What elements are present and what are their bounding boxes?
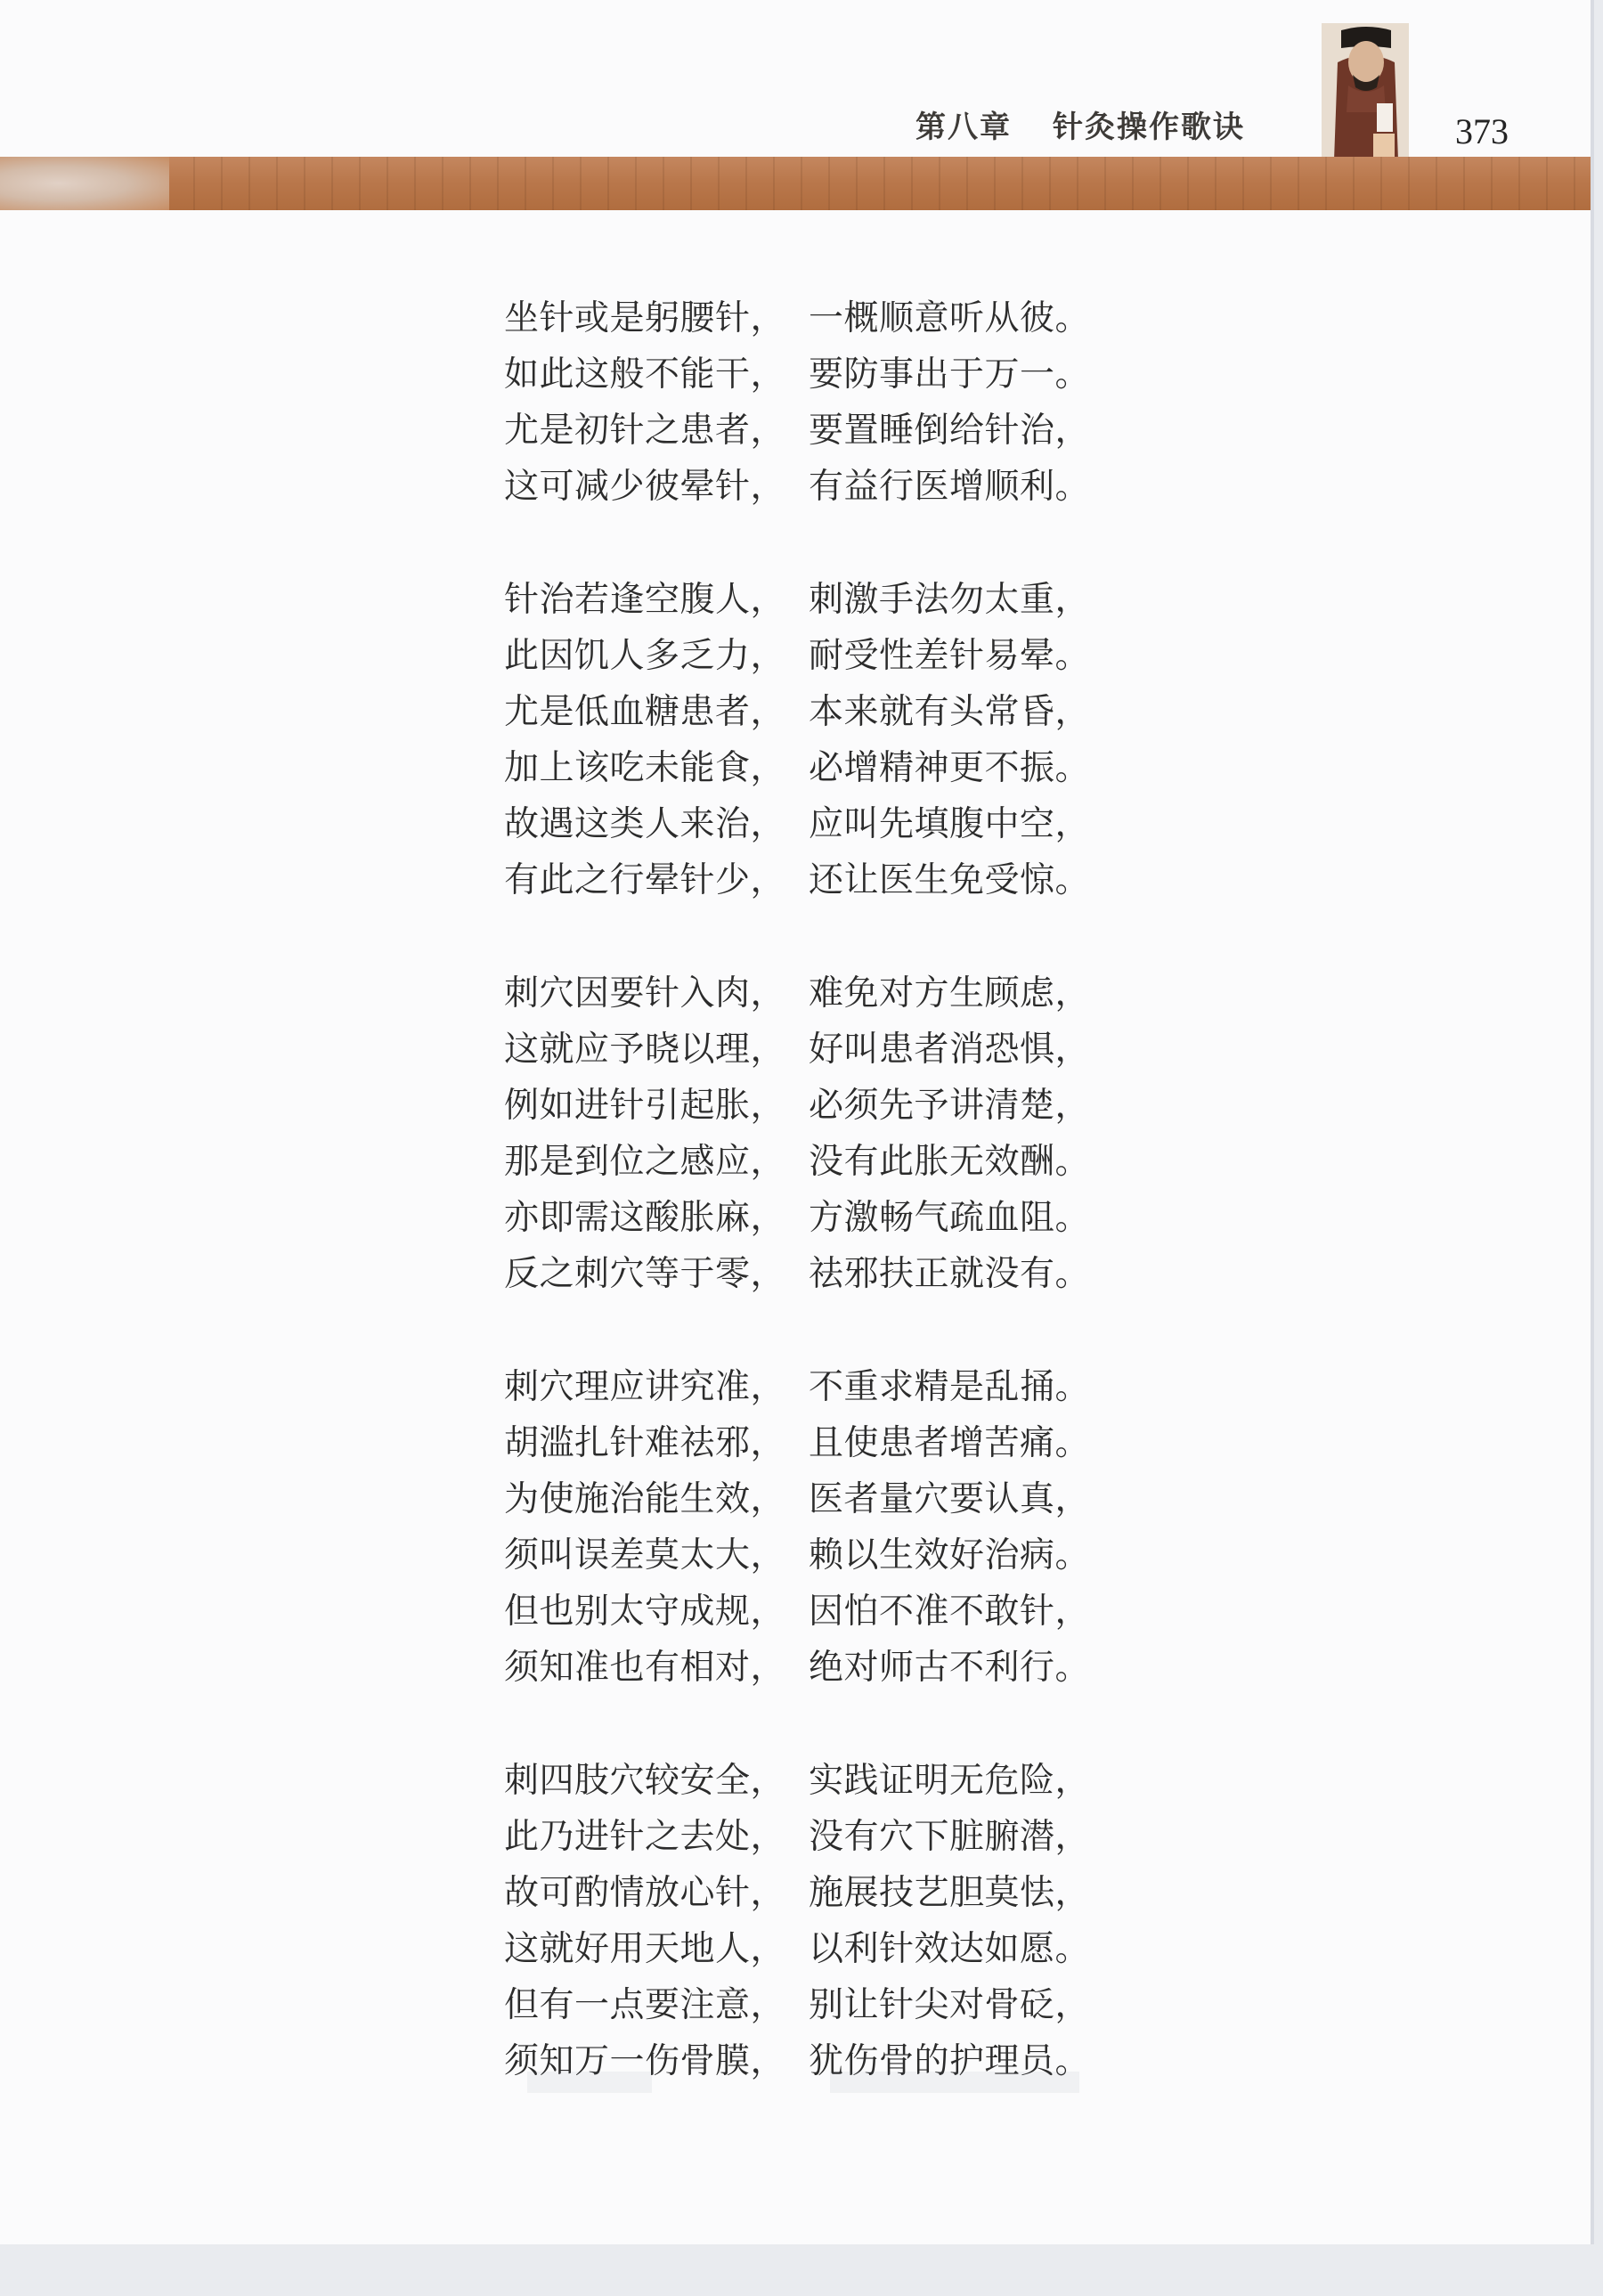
line-first-half: 刺穴因要针入肉，	[504, 973, 786, 1014]
line-second-half: 必须先予讲清楚，	[809, 1086, 1091, 1126]
line-second-half: 实践证明无危险，	[809, 1761, 1091, 1801]
line-second-half: 刺激手法勿太重，	[809, 580, 1091, 620]
line-second-half: 方激畅气疏血阻。	[809, 1198, 1091, 1238]
band-left-accent	[0, 157, 169, 210]
line-second-half: 本来就有头常昏，	[809, 692, 1091, 732]
line-second-half: 要置睡倒给针治，	[809, 411, 1091, 451]
poem-line	[504, 1640, 1119, 1696]
line-second-half: 因怕不准不敢针，	[809, 1592, 1091, 1632]
line-second-half: 犹伤骨的护理员。	[809, 2041, 1091, 2081]
stanza-4	[504, 1359, 1119, 1696]
stanza-2	[504, 572, 1119, 908]
poem-line	[504, 1246, 1119, 1302]
line-second-half: 不重求精是乱捅。	[809, 1367, 1091, 1407]
page-number: 373	[1455, 111, 1509, 151]
line-second-half: 别让针尖对骨砭，	[809, 1985, 1091, 2025]
stanza-5	[504, 1753, 1119, 2089]
line-second-half: 没有此胀无效酬。	[809, 1142, 1091, 1182]
line-second-half: 祛邪扶正就没有。	[809, 1254, 1091, 1294]
faint-show-through-mark	[527, 2072, 652, 2093]
poem-line	[504, 459, 1119, 515]
line-first-half: 尤是低血糖患者，	[504, 692, 786, 732]
line-first-half: 有此之行晕针少，	[504, 860, 786, 900]
poem-line	[504, 1809, 1119, 1865]
line-first-half: 为使施治能生效，	[504, 1479, 786, 1519]
line-first-half: 刺四肢穴较安全，	[504, 1761, 786, 1801]
poem-line	[504, 1921, 1119, 1977]
poem-line	[504, 1359, 1119, 1415]
line-first-half: 此乃进针之去处，	[504, 1817, 786, 1857]
stanza-1	[504, 290, 1119, 515]
line-second-half: 医者量穴要认真，	[809, 1479, 1091, 1519]
line-second-half: 还让医生免受惊。	[809, 860, 1091, 900]
line-first-half: 加上该吃未能食，	[504, 748, 786, 788]
poem-line	[504, 852, 1119, 908]
line-first-half: 那是到位之感应，	[504, 1142, 786, 1182]
line-second-half: 耐受性差针易晕。	[809, 636, 1091, 676]
line-first-half: 这就好用天地人，	[504, 1929, 786, 1969]
poem-line	[504, 1078, 1119, 1134]
line-second-half: 且使患者增苦痛。	[809, 1423, 1091, 1463]
poem-line	[504, 572, 1119, 628]
running-header	[915, 102, 1245, 146]
portrait-illustration	[1322, 23, 1409, 160]
line-second-half: 难免对方生顾虑，	[809, 973, 1091, 1014]
line-first-half: 亦即需这酸胀麻，	[504, 1198, 786, 1238]
poem-line	[504, 628, 1119, 684]
line-first-half: 坐针或是躬腰针，	[504, 298, 786, 338]
line-first-half: 反之刺穴等于零，	[504, 1254, 786, 1294]
line-first-half: 这就应予晓以理，	[504, 1030, 786, 1070]
line-first-half: 例如进针引起胀，	[504, 1086, 786, 1126]
line-second-half: 必增精神更不振。	[809, 748, 1091, 788]
line-second-half: 有益行医增顺利。	[809, 467, 1091, 507]
poem-line	[504, 1134, 1119, 1190]
line-first-half: 但有一点要注意，	[504, 1985, 786, 2025]
poem-line	[504, 1190, 1119, 1246]
line-first-half: 故可酌情放心针，	[504, 1873, 786, 1913]
line-second-half: 应叫先填腹中空，	[809, 804, 1091, 844]
poem-line	[504, 1584, 1119, 1640]
line-first-half: 须知万一伤骨膜，	[504, 2041, 786, 2081]
line-first-half: 针治若逢空腹人，	[504, 580, 786, 620]
line-first-half: 须叫误差莫太大，	[504, 1535, 786, 1575]
poem-body	[504, 290, 1119, 2146]
line-second-half: 要防事出于万一。	[809, 354, 1091, 395]
line-second-half: 赖以生效好治病。	[809, 1535, 1091, 1575]
stanza-3	[504, 965, 1119, 1302]
poem-line	[504, 1022, 1119, 1078]
section-title: 针灸操作歌诀	[1053, 110, 1245, 145]
line-first-half: 如此这般不能干，	[504, 354, 786, 395]
line-second-half: 绝对师古不利行。	[809, 1648, 1091, 1688]
header-band	[0, 157, 1591, 210]
line-first-half: 这可减少彼晕针，	[504, 467, 786, 507]
faint-show-through-mark	[830, 2072, 1079, 2093]
poem-line	[504, 403, 1119, 459]
line-first-half: 但也别太守成规，	[504, 1592, 786, 1632]
portrait-figure-icon	[1322, 23, 1409, 160]
line-first-half: 须知准也有相对，	[504, 1648, 786, 1688]
poem-line	[504, 1471, 1119, 1527]
poem-line	[504, 796, 1119, 852]
line-second-half: 一概顺意听从彼。	[809, 298, 1091, 338]
poem-line	[504, 684, 1119, 740]
poem-line	[504, 1753, 1119, 1809]
line-first-half: 故遇这类人来治，	[504, 804, 786, 844]
poem-line	[504, 290, 1119, 346]
poem-line	[504, 1527, 1119, 1584]
line-second-half: 没有穴下脏腑潜，	[809, 1817, 1091, 1857]
band-texture	[0, 157, 1591, 210]
line-second-half: 好叫患者消恐惧，	[809, 1030, 1091, 1070]
poem-line	[504, 965, 1119, 1022]
poem-line	[504, 346, 1119, 403]
line-second-half: 施展技艺胆莫怯，	[809, 1873, 1091, 1913]
poem-line	[504, 1865, 1119, 1921]
line-first-half: 此因饥人多乏力，	[504, 636, 786, 676]
poem-line	[504, 1977, 1119, 2033]
line-first-half: 尤是初针之患者，	[504, 411, 786, 451]
line-first-half: 胡滥扎针难祛邪，	[504, 1423, 786, 1463]
poem-line	[504, 1415, 1119, 1471]
chapter-label: 第八章	[915, 110, 1012, 145]
poem-line	[504, 740, 1119, 796]
line-first-half: 刺穴理应讲究准，	[504, 1367, 786, 1407]
line-second-half: 以利针效达如愿。	[809, 1929, 1091, 1969]
